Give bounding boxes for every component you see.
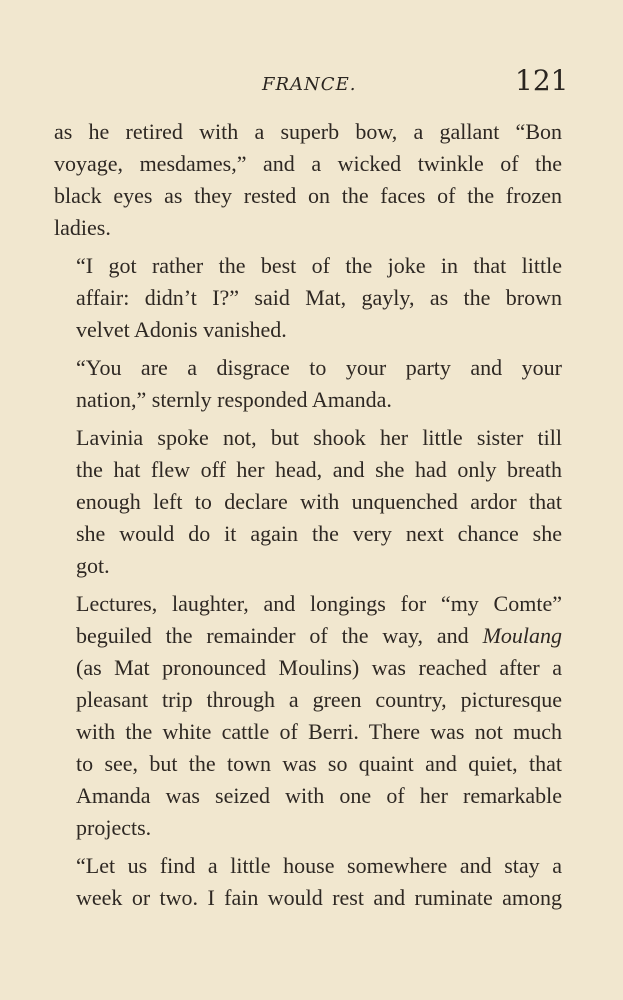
text-line: Lectures, laughter, and longings for “my Comte” [76, 591, 562, 616]
paragraph [54, 250, 562, 346]
page-number: 121 [515, 64, 569, 97]
text-line: affair: didn’t I?” said Mat, gayly, as the brown [76, 285, 562, 310]
body-text [54, 116, 562, 920]
text-line: got. [76, 553, 110, 578]
paragraph [54, 352, 562, 416]
text-line: the hat flew off her head, and she had only breath [76, 457, 562, 482]
text-line: as he retired with a superb bow, a gallant “Bon [54, 119, 562, 144]
text-line: she would do it again the very next chance she [76, 521, 562, 546]
text-line: (as Mat pronounced Moulins) was reached after a [76, 655, 562, 680]
page-header [0, 64, 623, 104]
text-line: to see, but the town was so quaint and quiet, that [76, 751, 562, 776]
text-line: enough left to declare with unquenched ardor that [76, 489, 562, 514]
text-line: voyage, mesdames,” and a wicked twinkle of the [54, 151, 562, 176]
text-line: with the white cattle of Berri. There was not much [76, 719, 562, 744]
paragraph [54, 422, 562, 582]
text-line: Amanda was seized with one of her remarkable [76, 783, 562, 808]
running-head: FRANCE. [262, 74, 357, 95]
text-line: ladies. [54, 215, 111, 240]
text-line: projects. [76, 815, 152, 840]
text-line: nation,” sternly responded Amanda. [76, 387, 392, 412]
text-line: “I got rather the best of the joke in that little [76, 253, 562, 278]
paragraph [54, 588, 562, 844]
paragraph [54, 116, 562, 244]
text-line: week or two. I fain would rest and ruminate among [76, 885, 562, 910]
text-line-part: beguiled the remainder of the way, and [76, 623, 469, 648]
text-line [54, 620, 562, 652]
italic-word: Moulang [482, 623, 563, 648]
text-line: velvet Adonis vanished. [76, 317, 287, 342]
text-line: Lavinia spoke not, but shook her little sister till [76, 425, 562, 450]
text-line: “You are a disgrace to your party and your [76, 355, 562, 380]
paragraph [54, 850, 562, 914]
text-line: pleasant trip through a green country, picturesque [76, 687, 562, 712]
text-line: black eyes as they rested on the faces of the frozen [54, 183, 562, 208]
text-line: “Let us find a little house somewhere and stay a [76, 853, 562, 878]
